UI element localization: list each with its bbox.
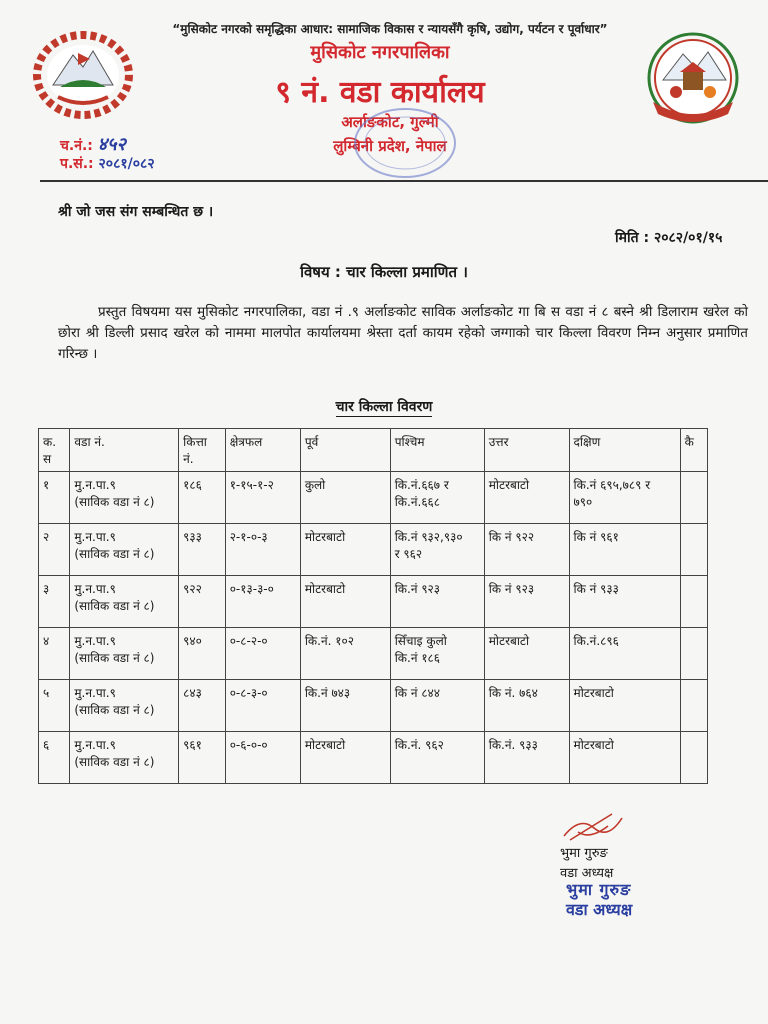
col-header-area: क्षेत्रफल	[225, 429, 300, 472]
table-row	[39, 576, 708, 628]
office-stamp-icon	[310, 105, 460, 180]
cell-east: मोटरबाटो	[300, 576, 390, 628]
signatory-role: वडा अध्यक्ष	[560, 866, 614, 881]
cell-sn: ४	[39, 628, 70, 680]
cell-south: मोटरबाटो	[569, 732, 680, 784]
table-row	[39, 524, 708, 576]
patra-label: प.सं.:	[60, 156, 94, 172]
cell-area: १-१५-१-२	[225, 472, 300, 524]
cell-south: कि.नं.८९६	[569, 628, 680, 680]
cell-sn: १	[39, 472, 70, 524]
patra-value: २०८१/०८२	[98, 156, 155, 172]
table-row	[39, 680, 708, 732]
col-header-north: उत्तर	[484, 429, 569, 472]
cell-kitta: ९३३	[179, 524, 226, 576]
col-header-ward: वडा नं.	[70, 429, 179, 472]
cell-kitta: ९४०	[179, 628, 226, 680]
cell-area: ०-१३-३-०	[225, 576, 300, 628]
cell-south: कि.नं ६९५,७८९ र ७९०	[569, 472, 680, 524]
cell-area: ०-८-२-०	[225, 628, 300, 680]
table-body	[39, 472, 708, 784]
col-header-remarks: कै	[680, 429, 707, 472]
chalani-value: ४५२	[97, 134, 126, 155]
signature-scribble-icon	[560, 810, 630, 844]
seal-signatory-role: वडा अध्यक्ष	[566, 900, 633, 919]
cell-south: कि नं ९३३	[569, 576, 680, 628]
letter-body: प्रस्तुत विषयमा यस मुसिकोट नगरपालिका, वडा नं .९ अर्लाङकोट साविक अर्लाङकोट गा बि स वडा नं ८ बस्ने श्री डिलाराम खरेल को छोरा श्री डिल्ली प्रसाद खरेल को नाममा मालपोत कार्यालयमा श्रेस्ता दर्ता कायम रहेको जग्गाको चार किल्ला विवरण निम्न अनुसार प्रमाणित गरिन्छ ।	[58, 304, 748, 362]
cell-sn: ६	[39, 732, 70, 784]
letter-subject: विषय : चार किल्ला प्रमाणित ।	[300, 263, 468, 281]
cell-south: मोटरबाटो	[569, 680, 680, 732]
cell-west: कि नं ८४४	[390, 680, 484, 732]
cell-west: सिँचाइ कुलो कि.नं १८६	[390, 628, 484, 680]
office-address-line1: अर्लाङकोट, गुल्मी	[341, 113, 439, 131]
cell-kitta: ८४३	[179, 680, 226, 732]
seal-signatory-name: भुमा गुरुङ	[566, 880, 632, 899]
cell-ward: मु.न.पा.९ (साविक वडा नं ८)	[70, 628, 179, 680]
municipality-name: मुसिकोट नगरपालिका	[310, 42, 450, 63]
cell-ward: मु.न.पा.९ (साविक वडा नं ८)	[70, 680, 179, 732]
col-header-kitta: कित्ता नं.	[179, 429, 226, 472]
table-caption-text: चार किल्ला विवरण	[335, 399, 433, 415]
col-header-sn: क. स	[39, 429, 70, 472]
cell-ward: मु.न.पा.९ (साविक वडा नं ८)	[70, 576, 179, 628]
table-header-row	[39, 429, 708, 472]
cell-ward: मु.न.पा.९ (साविक वडा नं ८)	[70, 472, 179, 524]
municipality-motto: “मुसिकोट नगरको समृद्धिका आधार: सामाजिक विकास र न्यायसँगै कृषि, उद्योग, पर्यटन र पूर्वाधार”	[172, 22, 608, 36]
cell-east: कि.नं ७४३	[300, 680, 390, 732]
cell-west: कि.नं.६६७ र कि.नं.६६८	[390, 472, 484, 524]
cell-ward: मु.न.पा.९ (साविक वडा नं ८)	[70, 732, 179, 784]
cell-remarks	[680, 680, 707, 732]
cell-west: कि.नं. ९६२	[390, 732, 484, 784]
cell-remarks	[680, 628, 707, 680]
table-row	[39, 628, 708, 680]
letter-recipient: श्री जो जस संग सम्बन्धित छ ।	[58, 204, 214, 220]
cell-area: २-१-०-३	[225, 524, 300, 576]
cell-west: कि.नं ९३२,९३० र ९६२	[390, 524, 484, 576]
col-header-south: दक्षिण	[569, 429, 680, 472]
char-killa-table	[38, 428, 708, 784]
cell-kitta: ९६१	[179, 732, 226, 784]
col-header-west: पश्चिम	[390, 429, 484, 472]
ward-office-title: ९ नं. वडा कार्यालय	[275, 75, 485, 110]
cell-east: कुलो	[300, 472, 390, 524]
cell-kitta: ९२२	[179, 576, 226, 628]
patra-sankhya	[60, 154, 155, 173]
chalani-number	[60, 132, 126, 156]
cell-remarks	[680, 524, 707, 576]
table-row	[39, 732, 708, 784]
nepal-emblem-icon	[28, 25, 138, 125]
letter-date: मिति : २०८२/०१/१५	[615, 230, 723, 246]
cell-sn: ३	[39, 576, 70, 628]
col-header-east: पूर्व	[300, 429, 390, 472]
cell-north: कि.नं. ९३३	[484, 732, 569, 784]
cell-remarks	[680, 732, 707, 784]
cell-east: कि.नं. १०२	[300, 628, 390, 680]
header-divider	[40, 180, 768, 182]
signatory-name: भुमा गुरुङ	[560, 846, 608, 861]
cell-west: कि.नं ९२३	[390, 576, 484, 628]
cell-east: मोटरबाटो	[300, 524, 390, 576]
cell-area: ०-६-०-०	[225, 732, 300, 784]
cell-remarks	[680, 576, 707, 628]
municipality-logo-icon	[638, 30, 748, 130]
table-caption	[0, 397, 768, 416]
cell-kitta: १८६	[179, 472, 226, 524]
cell-north: मोटरबाटो	[484, 628, 569, 680]
cell-north: मोटरबाटो	[484, 472, 569, 524]
office-address-line2: लुम्बिनी प्रदेश, नेपाल	[333, 137, 447, 155]
cell-north: कि नं. ७६४	[484, 680, 569, 732]
cell-south: कि नं ९६१	[569, 524, 680, 576]
cell-remarks	[680, 472, 707, 524]
cell-sn: ५	[39, 680, 70, 732]
cell-east: मोटरबाटो	[300, 732, 390, 784]
cell-sn: २	[39, 524, 70, 576]
chalani-label: च.नं.:	[60, 138, 93, 154]
table-row	[39, 472, 708, 524]
cell-area: ०-८-३-०	[225, 680, 300, 732]
cell-north: कि नं ९२३	[484, 576, 569, 628]
cell-ward: मु.न.पा.९ (साविक वडा नं ८)	[70, 524, 179, 576]
cell-north: कि नं ९२२	[484, 524, 569, 576]
